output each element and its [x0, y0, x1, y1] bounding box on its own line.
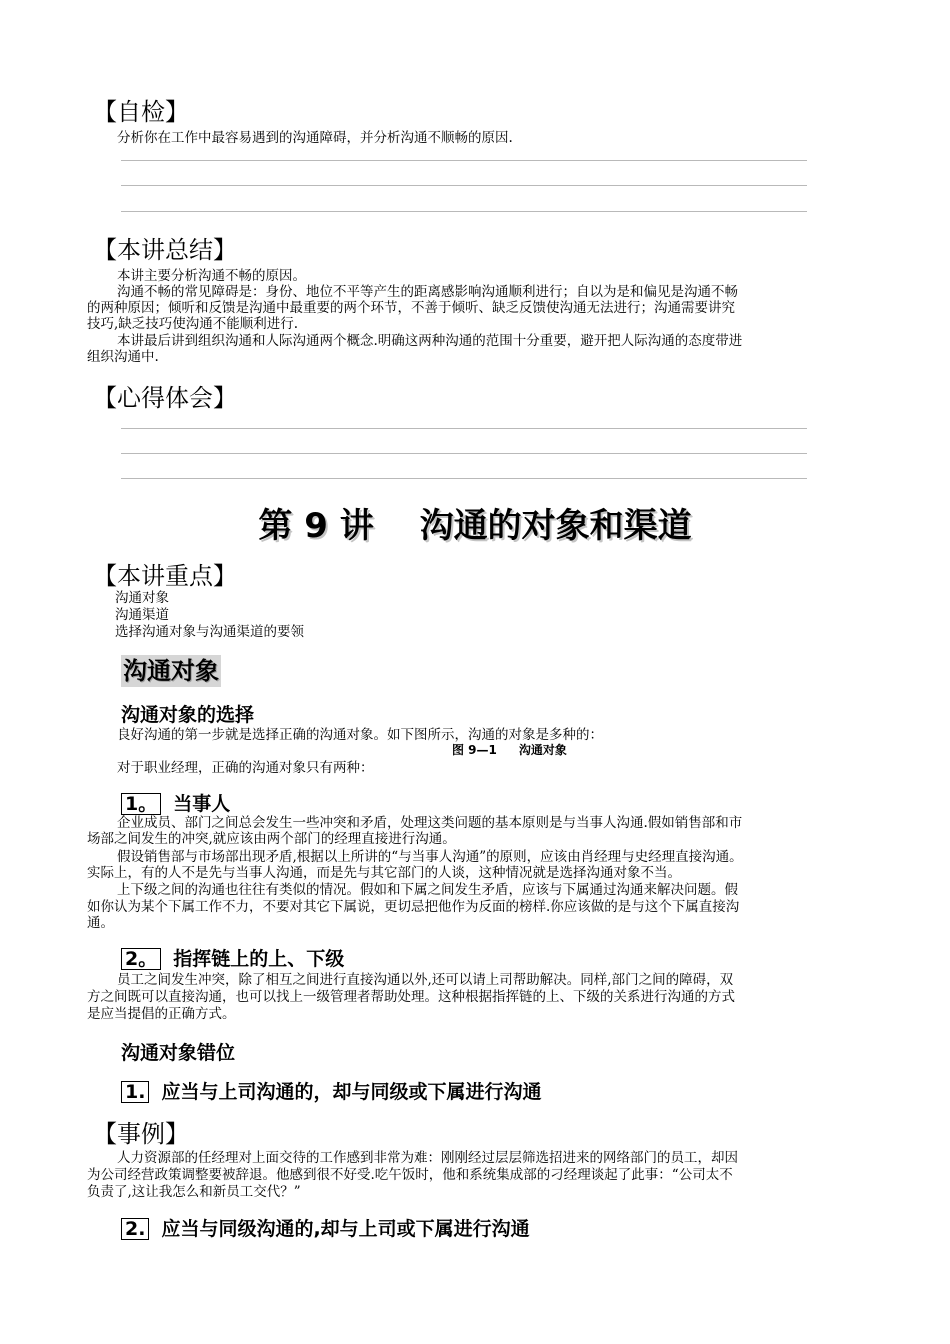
point-heading — [121, 1080, 541, 1104]
summary-line: 本讲最后讲到组织沟通和人际沟通两个概念.明确这两种沟通的范围十分重要，避开把人际沟通的态度带进 — [117, 333, 743, 349]
case-line: 负责了,这让我怎么和新员工交代？” — [87, 1184, 301, 1200]
section-heading: 沟通对象 — [123, 657, 219, 685]
reflection-heading: 【心得体会】 — [93, 384, 237, 412]
subsection-heading: 沟通对象的选择 — [121, 704, 255, 726]
paragraph-line: 如你认为某个下属工作不力，不要对其它下属说，更切忌把他作为反面的榜样.你应该做的是与这个下属直接沟 — [87, 899, 740, 915]
figure-label: 图 9—1 — [452, 743, 497, 757]
item-title: 指挥链上的上、下级 — [173, 948, 345, 970]
paragraph-line: 假设销售部与市场部出现矛盾,根据以上所讲的“与当事人沟通”的原则，应该由肖经理与史经理直接沟通。 — [117, 849, 743, 865]
answer-line — [121, 453, 807, 454]
answer-line — [121, 160, 807, 161]
answer-line — [121, 185, 807, 186]
paragraph: 对于职业经理，正确的沟通对象只有两种： — [117, 760, 374, 776]
answer-line — [121, 478, 807, 479]
point-title: 应当与上司沟通的，却与同级或下属进行沟通 — [161, 1081, 542, 1103]
point-title: 应当与同级沟通的,却与上司或下属进行沟通 — [161, 1218, 530, 1240]
figure-title: 沟通对象 — [518, 743, 567, 757]
point-number: 1. — [121, 1081, 149, 1103]
item-title: 当事人 — [173, 793, 231, 815]
key-points-heading: 【本讲重点】 — [93, 562, 237, 590]
paragraph-line: 上下级之间的沟通也往往有类似的情况。假如和下属之间发生矛盾，应该与下属通过沟通来解决问题。假 — [117, 882, 738, 898]
point-number: 2. — [121, 1218, 149, 1240]
paragraph-line: 通。 — [87, 915, 114, 931]
summary-heading: 【本讲总结】 — [93, 236, 237, 264]
paragraph-line: 方之间既可以直接沟通，也可以找上一级管理者帮助处理。这种根据指挥链的上、下级的关系进行沟通的方式 — [87, 989, 735, 1005]
answer-line — [121, 211, 807, 212]
case-heading: 【事例】 — [93, 1120, 189, 1148]
key-point: 选择沟通对象与沟通渠道的要领 — [115, 624, 304, 640]
figure-caption — [452, 743, 589, 757]
summary-line: 组织沟通中. — [87, 349, 159, 365]
self-check-prompt: 分析你在工作中最容易遇到的沟通障碍，并分析沟通不顺畅的原因. — [117, 130, 513, 146]
lecture-title: 第 9 讲 沟通的对象和渠道 — [258, 506, 692, 546]
point-heading — [121, 1217, 530, 1241]
paragraph-line: 员工之间发生冲突，除了相互之间进行直接沟通以外,还可以请上司帮助解决。同样,部门之间的障碍，双 — [117, 972, 734, 988]
summary-line: 沟通不畅的常见障碍是：身份、地位不平等产生的距离感影响沟通顺利进行；自以为是和偏见是沟通不畅 — [117, 284, 738, 300]
case-line: 为公司经营政策调整要被辞退。他感到很不好受.吃午饭时，他和系统集成部的刁经理谈起了此事：“公司太不 — [87, 1167, 733, 1183]
key-point: 沟通对象 — [115, 590, 169, 606]
paragraph-line: 场部之间发生的冲突,就应该由两个部门的经理直接进行沟通。 — [87, 831, 456, 847]
paragraph-line: 是应当提倡的正确方式。 — [87, 1006, 236, 1022]
key-point: 沟通渠道 — [115, 607, 169, 623]
item-heading — [121, 947, 344, 971]
case-line: 人力资源部的任经理对上面交待的工作感到非常为难：刚刚经过层层筛选招进来的网络部门的员工，却因 — [117, 1150, 738, 1166]
paragraph-line: 企业成员、部门之间总会发生一些冲突和矛盾，处理这类问题的基本原则是与当事人沟通.假如销售部和市 — [117, 815, 743, 831]
summary-line: 本讲主要分析沟通不畅的原因。 — [117, 268, 306, 284]
item-heading — [121, 792, 230, 816]
summary-line: 的两种原因；倾听和反馈是沟通中最重要的两个环节，不善于倾听、缺乏反馈使沟通无法进行；沟通需要讲究 — [87, 300, 735, 316]
paragraph: 良好沟通的第一步就是选择正确的沟通对象。如下图所示，沟通的对象是多种的： — [117, 727, 603, 743]
item-number: 1。 — [121, 793, 161, 815]
answer-line — [121, 428, 807, 429]
paragraph-line: 实际上，有的人不是先与当事人沟通，而是先与其它部门的人谈，这种情况就是选择沟通对象不当。 — [87, 865, 681, 881]
self-check-heading: 【自检】 — [93, 98, 189, 126]
summary-line: 技巧,缺乏技巧使沟通不能顺利进行. — [87, 316, 299, 332]
item-number: 2。 — [121, 948, 161, 970]
subsection-heading: 沟通对象错位 — [121, 1042, 236, 1064]
